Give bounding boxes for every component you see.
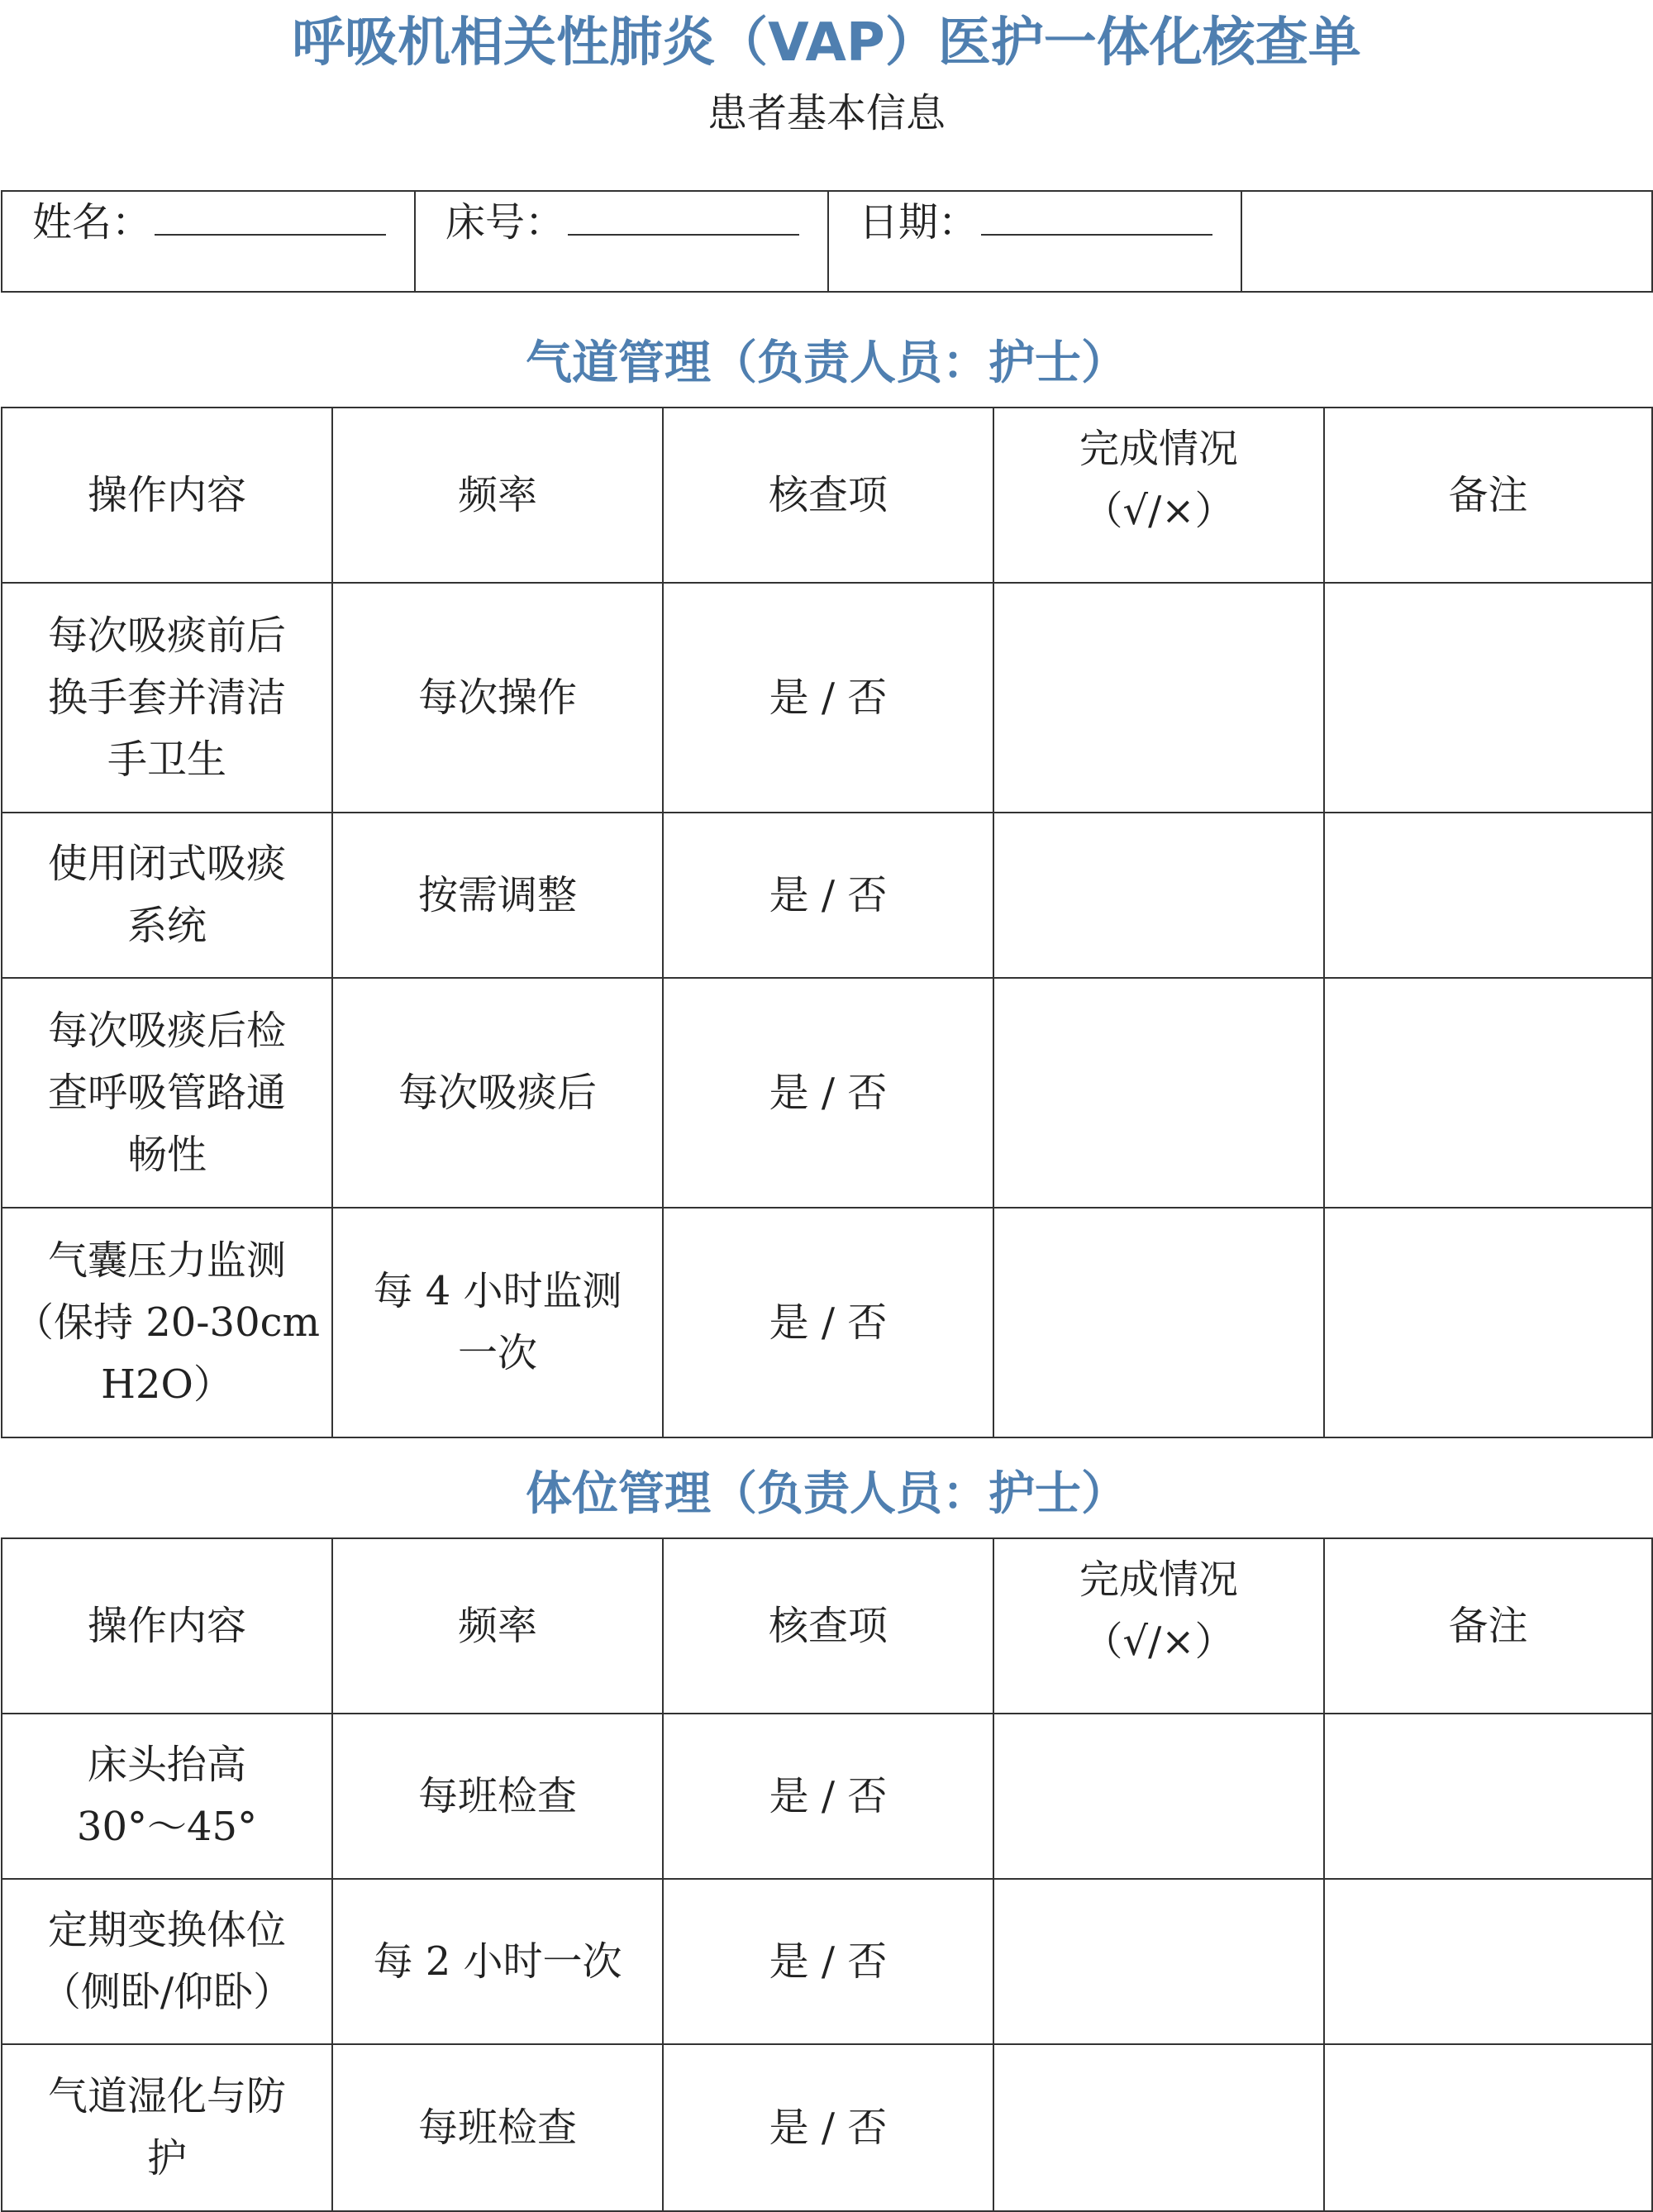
table-row — [2, 583, 1652, 813]
document-title: 呼吸机相关性肺炎（VAP）医护一体化核查单 — [292, 12, 1361, 74]
header-completion-line: 完成情况 — [1079, 1557, 1238, 1603]
bed-number-label: 床号： — [445, 199, 565, 246]
header-remarks: 备注 — [1324, 408, 1652, 583]
check-option-cell[interactable]: 是 / 否 — [663, 1879, 993, 2044]
bed-number-blank[interactable] — [568, 209, 799, 236]
header-frequency: 频率 — [332, 408, 663, 583]
frequency-line: 每班检查 — [417, 2104, 577, 2151]
document-subtitle: 患者基本信息 — [707, 90, 946, 136]
date-label: 日期： — [859, 199, 979, 246]
operation-line: 每次吸痰前后 — [47, 612, 286, 659]
frequency-line: 每 2 小时一次 — [373, 1938, 622, 1985]
frequency-line: 按需调整 — [417, 871, 577, 918]
check-option-cell[interactable]: 是 / 否 — [663, 813, 993, 978]
date-blank[interactable] — [981, 209, 1212, 236]
frequency-line: 每班检查 — [417, 1772, 577, 1819]
table-row — [2, 813, 1652, 978]
airway-management-table — [1, 407, 1653, 1438]
remarks-cell[interactable] — [1324, 978, 1652, 1208]
operation-line: 换手套并清洁 — [47, 674, 286, 721]
operation-line: H2O） — [101, 1361, 233, 1408]
patient-name-cell[interactable] — [2, 191, 415, 292]
remarks-cell[interactable] — [1324, 813, 1652, 978]
operation-cell — [2, 583, 332, 813]
operation-cell — [2, 1208, 332, 1437]
operation-line: （侧卧/仰卧） — [40, 1969, 293, 2015]
frequency-cell — [332, 1208, 663, 1437]
table-row — [2, 978, 1652, 1208]
completion-cell[interactable] — [993, 1208, 1324, 1437]
frequency-cell — [332, 1879, 663, 2044]
completion-cell[interactable] — [993, 583, 1324, 813]
section-heading-posture: 体位管理（负责人员：护士） — [526, 1467, 1127, 1521]
header-operation: 操作内容 — [2, 1538, 332, 1714]
operation-line: 床头抬高 — [87, 1742, 246, 1788]
check-option-cell[interactable]: 是 / 否 — [663, 978, 993, 1208]
frequency-line: 每 4 小时监测 — [373, 1268, 622, 1314]
completion-cell[interactable] — [993, 2044, 1324, 2211]
info-empty-cell — [1241, 191, 1652, 292]
check-option-cell[interactable]: 是 / 否 — [663, 1208, 993, 1437]
operation-line: 气道湿化与防 — [47, 2073, 286, 2119]
operation-line: 手卫生 — [107, 736, 226, 783]
operation-cell — [2, 1714, 332, 1879]
operation-cell — [2, 1879, 332, 2044]
table-row — [2, 1208, 1652, 1437]
remarks-cell[interactable] — [1324, 1714, 1652, 1879]
operation-line: 气囊压力监测 — [47, 1237, 286, 1284]
operation-line: 查呼吸管路通 — [47, 1069, 286, 1116]
operation-line: 定期变换体位 — [47, 1907, 286, 1953]
operation-cell — [2, 813, 332, 978]
operation-line: 每次吸痰后检 — [47, 1007, 286, 1054]
remarks-cell[interactable] — [1324, 1208, 1652, 1437]
header-completion-line: （√/×） — [1083, 1618, 1235, 1665]
completion-cell[interactable] — [993, 813, 1324, 978]
frequency-cell — [332, 1714, 663, 1879]
header-completion — [993, 408, 1324, 583]
remarks-cell[interactable] — [1324, 583, 1652, 813]
patient-name-blank[interactable] — [155, 209, 386, 236]
frequency-cell — [332, 583, 663, 813]
table-row — [2, 1879, 1652, 2044]
patient-info-table — [1, 190, 1653, 293]
header-check: 核查项 — [663, 1538, 993, 1714]
check-option-cell[interactable]: 是 / 否 — [663, 2044, 993, 2211]
table-header-row — [2, 1538, 1652, 1714]
remarks-cell[interactable] — [1324, 1879, 1652, 2044]
header-completion — [993, 1538, 1324, 1714]
operation-line: 护 — [146, 2135, 187, 2181]
header-frequency: 频率 — [332, 1538, 663, 1714]
operation-line: 30°～45° — [76, 1804, 258, 1850]
operation-cell — [2, 2044, 332, 2211]
operation-cell — [2, 978, 332, 1208]
section-heading-airway: 气道管理（负责人员：护士） — [526, 336, 1127, 390]
operation-line: 使用闭式吸痰 — [47, 841, 286, 887]
date-cell[interactable] — [828, 191, 1241, 292]
operation-line: 系统 — [126, 903, 207, 949]
patient-name-label: 姓名： — [32, 199, 152, 246]
table-header-row — [2, 408, 1652, 583]
header-operation: 操作内容 — [2, 408, 332, 583]
header-remarks: 备注 — [1324, 1538, 1652, 1714]
table-row — [2, 2044, 1652, 2211]
table-row — [2, 1714, 1652, 1879]
bed-number-cell[interactable] — [415, 191, 828, 292]
frequency-line: 一次 — [457, 1330, 537, 1376]
header-check: 核查项 — [663, 408, 993, 583]
operation-line: 畅性 — [126, 1131, 207, 1178]
check-option-cell[interactable]: 是 / 否 — [663, 1714, 993, 1879]
frequency-line: 每次操作 — [417, 674, 577, 721]
completion-cell[interactable] — [993, 978, 1324, 1208]
remarks-cell[interactable] — [1324, 2044, 1652, 2211]
completion-cell[interactable] — [993, 1879, 1324, 2044]
operation-line: （保持 20-30cm — [13, 1299, 321, 1346]
completion-cell[interactable] — [993, 1714, 1324, 1879]
posture-management-table — [1, 1537, 1653, 2212]
header-completion-line: 完成情况 — [1079, 426, 1238, 472]
frequency-line: 每次吸痰后 — [398, 1069, 597, 1116]
frequency-cell — [332, 978, 663, 1208]
check-option-cell[interactable]: 是 / 否 — [663, 583, 993, 813]
header-completion-line: （√/×） — [1083, 488, 1235, 534]
frequency-cell — [332, 813, 663, 978]
frequency-cell — [332, 2044, 663, 2211]
